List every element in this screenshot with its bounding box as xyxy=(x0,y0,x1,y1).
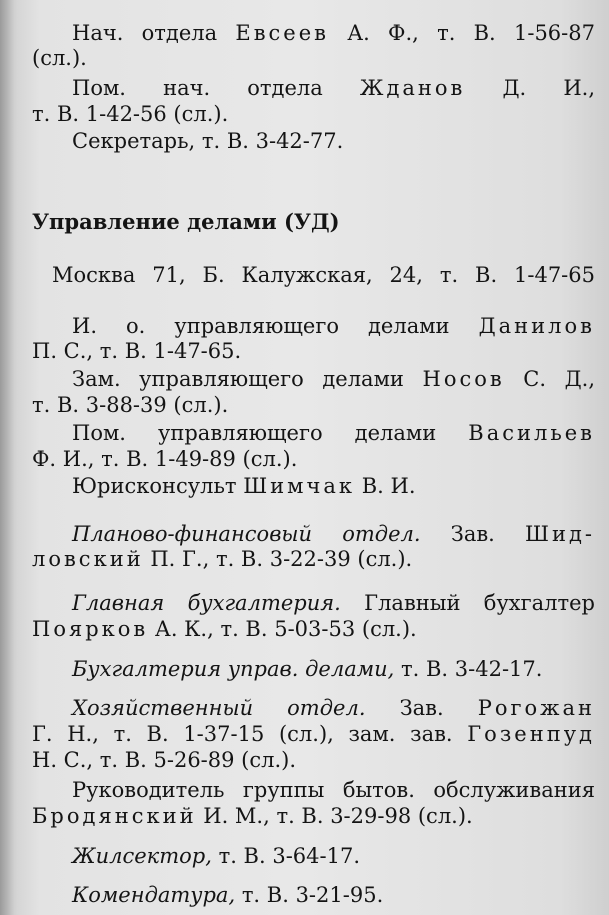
entry-economic-dept-cont: Г. Н., т. В. 1-37-15 (сл.), зам. зав. Гозенпуд xyxy=(32,722,595,746)
entry-assistant-manager: Пом. управляющего делами Васильев xyxy=(72,421,595,445)
assistant-head-line-cont: т. В. 1-42-56 (сл.). xyxy=(32,102,229,126)
entry-household-group: Руководитель группы бытов. обслуживания xyxy=(72,778,595,802)
secretary-line: Секретарь, т. В. 3-42-77. xyxy=(72,129,344,153)
section-title: Управление делами (УД) xyxy=(32,209,340,234)
entry-commandant-office: Комендатура, т. В. 3-21-95. xyxy=(72,883,384,907)
head-of-department-line-cont: (сл.). xyxy=(32,46,87,70)
entry-main-accounting: Главная бухгалтерия. Главный бухгалтер xyxy=(72,591,595,615)
entry-household-group-cont: Бродянский И. М., т. В. 3-29-98 (сл.). xyxy=(32,804,473,828)
head-of-department-line: Нач. отдела Евсеев А. Ф., т. В. 1-56-87 xyxy=(72,21,595,45)
entry-housing-sector: Жилсектор, т. В. 3-64-17. xyxy=(72,844,361,868)
entry-economic-dept-cont2: Н. С., т. В. 5-26-89 (сл.). xyxy=(32,748,297,772)
page-binding-edge xyxy=(0,0,14,915)
entry-planning-finance: Планово-финансовый отдел. Зав. Шид- xyxy=(72,522,596,546)
entry-planning-finance-cont: ловский П. Г., т. В. 3-22-39 (сл.). xyxy=(32,547,413,571)
entry-main-accounting-cont: Поярков А. К., т. В. 5-03-53 (сл.). xyxy=(32,617,417,641)
section-address: Москва 71, Б. Калужская, 24, т. В. 1-47-65 xyxy=(52,263,595,287)
entry-assistant-manager-cont: Ф. И., т. В. 1-49-89 (сл.). xyxy=(32,447,298,471)
entry-acting-manager: И. о. управляющего делами Данилов xyxy=(72,314,595,338)
entry-economic-dept: Хозяйственный отдел. Зав. Рогожан xyxy=(72,696,595,720)
entry-acting-manager-cont: П. С., т. В. 1-47-65. xyxy=(32,339,242,363)
entry-deputy-manager-cont: т. В. 3-88-39 (сл.). xyxy=(32,393,229,417)
entry-deputy-manager: Зам. управляющего делами Носов С. Д., xyxy=(72,367,595,391)
entry-legal-adviser: Юрисконсульт Шимчак В. И. xyxy=(72,474,416,498)
entry-management-accounting: Бухгалтерия управ. делами, т. В. 3-42-17. xyxy=(72,657,543,681)
assistant-head-line: Пом. нач. отдела Жданов Д. И., xyxy=(72,76,596,100)
